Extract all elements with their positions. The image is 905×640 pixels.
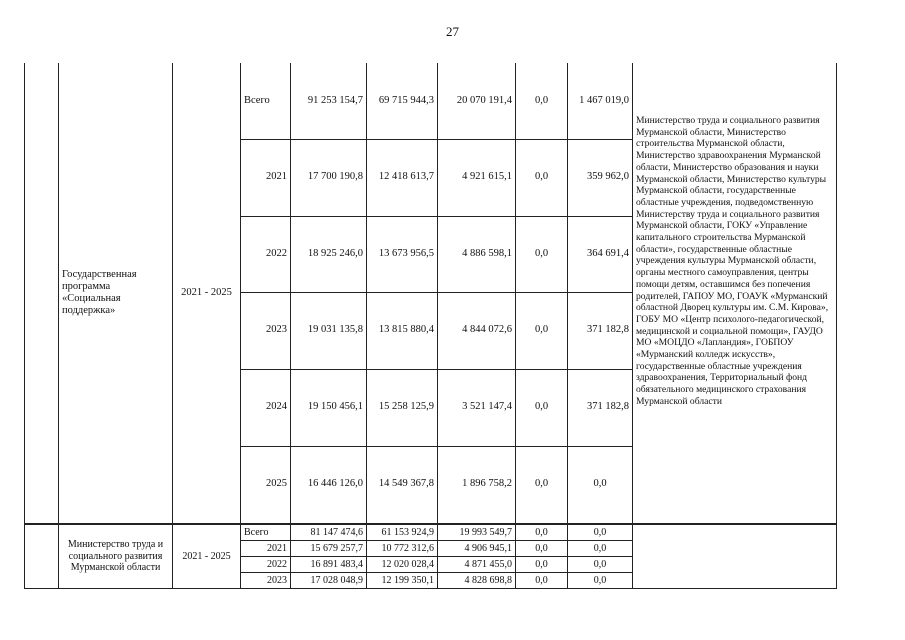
program-row-total bbox=[25, 63, 837, 139]
other-cell: 0,0 bbox=[568, 446, 633, 523]
total-cell: 19 031 135,8 bbox=[291, 292, 367, 369]
local-cell: 0,0 bbox=[516, 139, 568, 216]
executors-empty-cell bbox=[633, 525, 837, 589]
other-cell: 364 691,4 bbox=[568, 216, 633, 292]
other-cell: 0,0 bbox=[568, 557, 633, 573]
local-cell: 0,0 bbox=[516, 541, 568, 557]
executors-text: Министерство труда и социального развития Мурманской области, Министерство строительства Мурманской области, Министерство здравоохранения Мурманской области, Министерство образования и науки Мурманской области, Министерство культуры Мурманской области, государственные областные учреждения, подведомственную Министерству труда и социального развития Мурманской области, ГОКУ «Управление капитального строительства Мурманской области», государственные областные учреждения культуры Мурманской области, органы местного самоуправления, центры помощи детям, оставшимся без попечения родителей, ГАПОУ МО, ГОАУК «Мурманский областной Дворец культуры им. С.М. Кирова», ГОБУ МО «Центр психолого-педагогической, медицинской и социальной помощи», ГАУДО МО «МОЦДО «Лапландия», ГОБПОУ «Мурманский колледж искусств», государственные областные учреждения здравоохранения, Территориальный фонд обязательного медицинского страхования Мурманской области bbox=[633, 63, 837, 523]
local-cell: 0,0 bbox=[516, 557, 568, 573]
year-cell: Всего bbox=[241, 63, 291, 139]
local-cell: 0,0 bbox=[516, 573, 568, 589]
total-cell: 18 925 246,0 bbox=[291, 216, 367, 292]
federal-cell: 19 993 549,7 bbox=[438, 525, 516, 541]
regional-cell: 15 258 125,9 bbox=[367, 369, 438, 446]
page-number: 27 bbox=[446, 24, 459, 39]
program-period: 2021 - 2025 bbox=[173, 63, 241, 523]
program-funding-table bbox=[24, 63, 837, 524]
total-cell: 17 700 190,8 bbox=[291, 139, 367, 216]
year-cell: Всего bbox=[241, 525, 291, 541]
federal-cell: 4 886 598,1 bbox=[438, 216, 516, 292]
year-cell: 2022 bbox=[241, 216, 291, 292]
federal-cell: 4 844 072,6 bbox=[438, 292, 516, 369]
total-cell: 81 147 474,6 bbox=[291, 525, 367, 541]
regional-cell: 61 153 924,9 bbox=[367, 525, 438, 541]
regional-cell: 10 772 312,6 bbox=[367, 541, 438, 557]
row-number-cell bbox=[25, 63, 59, 523]
local-cell: 0,0 bbox=[516, 446, 568, 523]
regional-cell: 13 673 956,5 bbox=[367, 216, 438, 292]
federal-cell: 20 070 191,4 bbox=[438, 63, 516, 139]
other-cell: 1 467 019,0 bbox=[568, 63, 633, 139]
total-cell: 91 253 154,7 bbox=[291, 63, 367, 139]
regional-cell: 12 199 350,1 bbox=[367, 573, 438, 589]
federal-cell: 1 896 758,2 bbox=[438, 446, 516, 523]
year-cell: 2025 bbox=[241, 446, 291, 523]
year-cell: 2023 bbox=[241, 292, 291, 369]
year-cell: 2024 bbox=[241, 369, 291, 446]
year-cell: 2021 bbox=[241, 541, 291, 557]
federal-cell: 3 521 147,4 bbox=[438, 369, 516, 446]
year-cell: 2021 bbox=[241, 139, 291, 216]
other-cell: 0,0 bbox=[568, 541, 633, 557]
federal-cell: 4 921 615,1 bbox=[438, 139, 516, 216]
local-cell: 0,0 bbox=[516, 369, 568, 446]
federal-cell: 4 828 698,8 bbox=[438, 573, 516, 589]
total-cell: 16 446 126,0 bbox=[291, 446, 367, 523]
local-cell: 0,0 bbox=[516, 216, 568, 292]
ministry-funding-table bbox=[24, 524, 837, 589]
regional-cell: 12 020 028,4 bbox=[367, 557, 438, 573]
other-cell: 0,0 bbox=[568, 573, 633, 589]
program-name: Государственная программа «Социальная поддержка» bbox=[59, 63, 173, 523]
row-number-cell bbox=[25, 525, 59, 589]
federal-cell: 4 871 455,0 bbox=[438, 557, 516, 573]
year-cell: 2023 bbox=[241, 573, 291, 589]
other-cell: 371 182,8 bbox=[568, 369, 633, 446]
other-cell: 371 182,8 bbox=[568, 292, 633, 369]
regional-cell: 13 815 880,4 bbox=[367, 292, 438, 369]
federal-cell: 4 906 945,1 bbox=[438, 541, 516, 557]
regional-cell: 14 549 367,8 bbox=[367, 446, 438, 523]
ministry-name: Министерство труда и социального развития Мурманской области bbox=[59, 525, 173, 589]
ministry-period: 2021 - 2025 bbox=[173, 525, 241, 589]
year-cell: 2022 bbox=[241, 557, 291, 573]
local-cell: 0,0 bbox=[516, 525, 568, 541]
other-cell: 0,0 bbox=[568, 525, 633, 541]
ministry-row-total bbox=[25, 525, 837, 541]
other-cell: 359 962,0 bbox=[568, 139, 633, 216]
local-cell: 0,0 bbox=[516, 292, 568, 369]
total-cell: 16 891 483,4 bbox=[291, 557, 367, 573]
total-cell: 15 679 257,7 bbox=[291, 541, 367, 557]
total-cell: 17 028 048,9 bbox=[291, 573, 367, 589]
regional-cell: 12 418 613,7 bbox=[367, 139, 438, 216]
total-cell: 19 150 456,1 bbox=[291, 369, 367, 446]
regional-cell: 69 715 944,3 bbox=[367, 63, 438, 139]
local-cell: 0,0 bbox=[516, 63, 568, 139]
